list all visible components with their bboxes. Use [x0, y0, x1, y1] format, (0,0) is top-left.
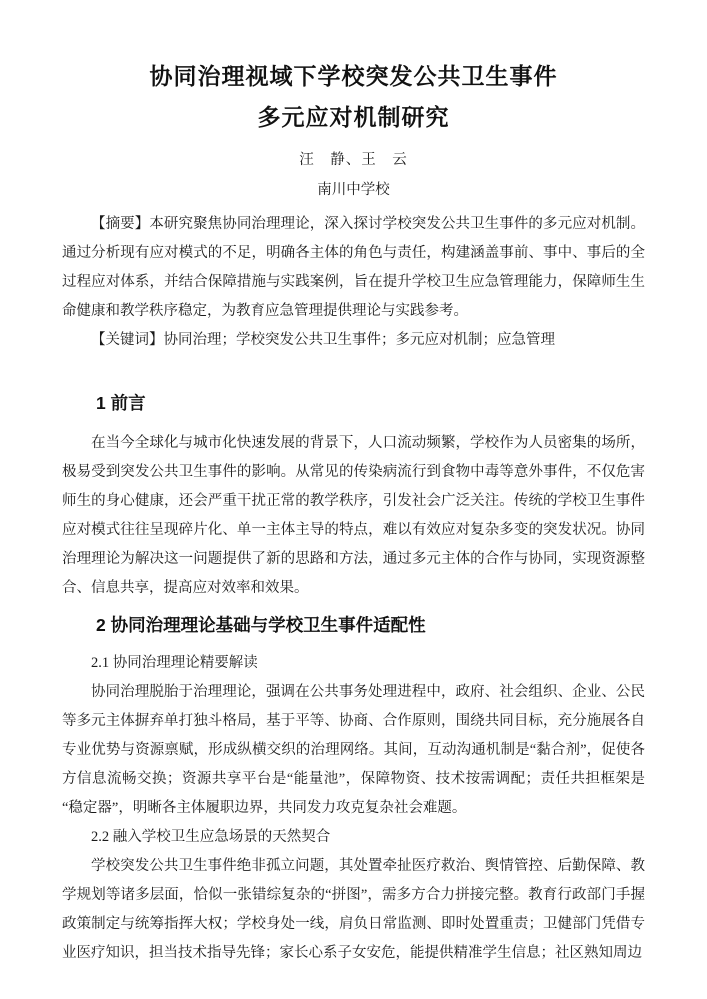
- authors: 汪 静、王 云: [299, 152, 408, 168]
- subsection-heading-2-1: 2.1 协同治理理论精要解读: [91, 655, 258, 671]
- subsection-heading-2-2: 2.2 融入学校卫生应急场景的天然契合: [91, 829, 331, 845]
- subsection-2-1-paragraph: 协同治理脱胎于治理理论，强调在公共事务处理进程中，政府、社会组织、企业、公民等多元主体摒弃单打独斗格局，基于平等、协商、合作原则，围绕共同目标，充分施展各自专业优势与资源禀赋，形成纵横交织的治理网络。其间，互动沟通机制是“黏合剂”，促使各方信息流畅交换；资源共享平台是“能量池”，保障物资、技术按需调配；责任共担框架是“稳定器”，明晰各主体履职边界，共同发力攻克复杂社会难题。: [62, 684, 645, 816]
- keywords-text: 协同治理；学校突发公共卫生事件；多元应对机制；应急管理: [163, 332, 555, 348]
- affiliation: 南川中学校: [317, 182, 390, 198]
- section-heading-1: 1 前言: [96, 393, 146, 413]
- keywords-label: 【关键词】: [91, 332, 164, 348]
- section-heading-2: 2 协同治理理论基础与学校卫生事件适配性: [96, 615, 426, 635]
- abstract-text: 本研究聚焦协同治理理论，深入探讨学校突发公共卫生事件的多元应对机制。通过分析现有应对模式的不足，明确各主体的角色与责任，构建涵盖事前、事中、事后的全过程应对体系，并结合保障措施与实践案例，旨在提升学校卫生应急管理能力，保障师生生命健康和教学秩序稳定，为教育应急管理提供理论与实践参考。: [62, 216, 646, 319]
- section-2-body: [62, 649, 645, 968]
- keywords-paragraph: [62, 326, 645, 355]
- paper-title: [62, 56, 645, 138]
- paper-title-line2: 多元应对机制研究: [257, 104, 450, 130]
- section-1-paragraph: 在当今全球化与城市化快速发展的背景下，人口流动频繁，学校作为人员密集的场所，极易受到突发公共卫生事件的影响。从常见的传染病流行到食物中毒等意外事件，不仅危害师生的身心健康，还会严重干扰正常的教学秩序，引发社会广泛关注。传统的学校卫生事件应对模式往往呈现碎片化、单一主体主导的特点，难以有效应对复杂多变的突发状况。协同治理理论为解决这一问题提供了新的思路和方法，通过多元主体的合作与协同，实现资源整合、信息共享，提高应对效率和效果。: [62, 435, 645, 596]
- abstract-block: [62, 210, 645, 355]
- abstract-label: 【摘要】: [91, 216, 150, 232]
- subsection-2-2-paragraph: 学校突发公共卫生事件绝非孤立问题，其处置牵扯医疗救治、舆情管控、后勤保障、教学规划等诸多层面，恰似一张错综复杂的“拼图”，需多方合力拼接完整。教育行政部门手握政策制定与统筹指挥大权；学校身处一线，肩负日常监测、即时处置重责；卫健部门凭借专业医疗知识，担当技术指导先锋；家长心系子女安危，能提供精准学生信息；社区熟知周边: [62, 858, 645, 961]
- paper-title-line1: 协同治理视域下学校突发公共卫生事件: [149, 63, 558, 89]
- section-1-body: [62, 429, 645, 603]
- abstract-paragraph: [62, 210, 645, 326]
